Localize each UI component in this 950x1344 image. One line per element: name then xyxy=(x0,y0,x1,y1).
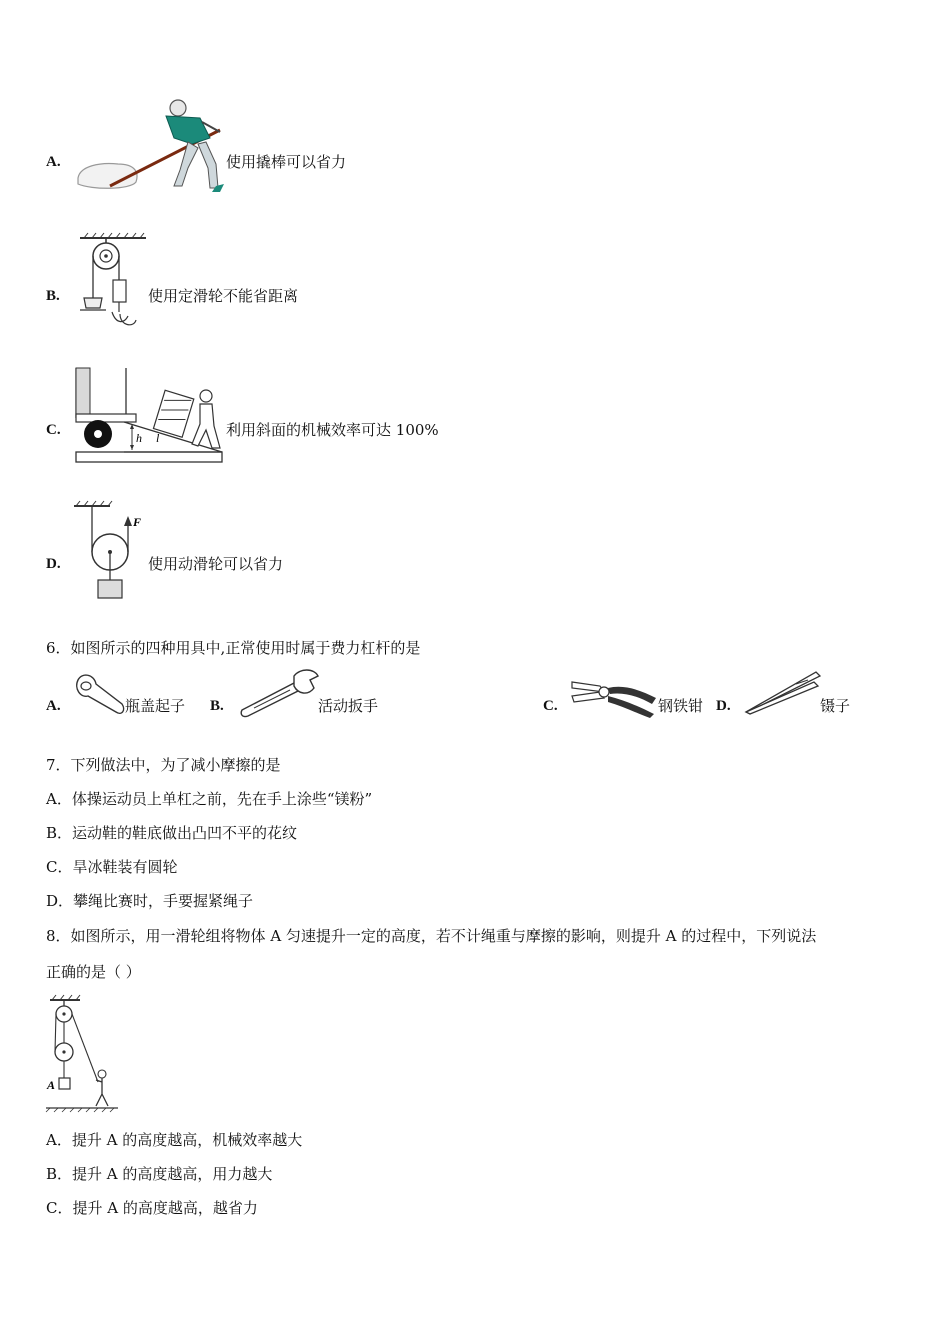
pulley-block-figure xyxy=(44,994,120,1114)
q7-option-c: C．旱冰鞋装有圆轮 xyxy=(46,858,178,876)
q5-option-b-label: B. xyxy=(46,288,60,304)
pulley-force-label: F xyxy=(133,515,142,529)
q6-option-a-label: A. xyxy=(46,698,61,714)
q8-option-b: B．提升 A 的高度越高，用力越大 xyxy=(46,1165,273,1183)
q7-stem: 7．下列做法中，为了减小摩擦的是 xyxy=(46,756,281,774)
q6-stem: 6．如图所示的四种用具中,正常使用时属于费力杠杆的是 xyxy=(46,639,421,657)
q6-option-c-text: 钢铁钳 xyxy=(658,697,704,715)
q6-option-b-label: B. xyxy=(210,698,224,714)
q5-option-c-text: 利用斜面的机械效率可达 100% xyxy=(226,421,439,439)
q8-option-a: A．提升 A 的高度越高，机械效率越大 xyxy=(46,1131,303,1149)
incline-truck-figure xyxy=(74,366,224,464)
q6-option-a-text: 瓶盖起子 xyxy=(125,697,186,715)
incline-height-label: h xyxy=(136,431,142,445)
q6-option-c-label: C. xyxy=(543,698,558,714)
q5-option-d-text: 使用动滑轮可以省力 xyxy=(148,555,284,573)
q6-option-b-text: 活动扳手 xyxy=(318,697,379,715)
q7-option-b: B．运动鞋的鞋底做出凸凹不平的花纹 xyxy=(46,824,298,842)
q5-option-a-text: 使用撬棒可以省力 xyxy=(226,153,347,171)
object-a-label: A xyxy=(47,1078,56,1092)
bottle-opener-icon xyxy=(72,670,126,718)
q8-stem-line1: 8．如图所示，用一滑轮组将物体 A 匀速提升一定的高度，若不计绳重与摩擦的影响，则提升 A 的过程中，下列说法 xyxy=(46,927,817,945)
crowbar-worker-figure xyxy=(70,98,230,194)
q8-stem-line2: 正确的是（ ） xyxy=(46,963,141,981)
q7-option-a: A．体操运动员上单杠之前，先在手上涂些“镁粉” xyxy=(46,790,373,808)
incline-length-label: l xyxy=(156,431,160,445)
movable-pulley-figure xyxy=(72,500,148,604)
pliers-icon xyxy=(570,672,658,718)
adjustable-wrench-icon xyxy=(238,666,322,718)
q7-option-d: D．攀绳比赛时，手要握紧绳子 xyxy=(46,892,254,910)
q5-option-b-text: 使用定滑轮不能省距离 xyxy=(148,287,299,305)
q5-option-a-label: A. xyxy=(46,154,61,170)
q8-option-c: C．提升 A 的高度越高，越省力 xyxy=(46,1199,258,1217)
tweezers-icon xyxy=(744,668,822,716)
q6-option-d-text: 镊子 xyxy=(820,697,851,715)
q5-option-c-label: C. xyxy=(46,422,61,438)
q5-option-d-label: D. xyxy=(46,556,61,572)
fixed-pulley-figure xyxy=(76,232,148,334)
q6-option-d-label: D. xyxy=(716,698,731,714)
